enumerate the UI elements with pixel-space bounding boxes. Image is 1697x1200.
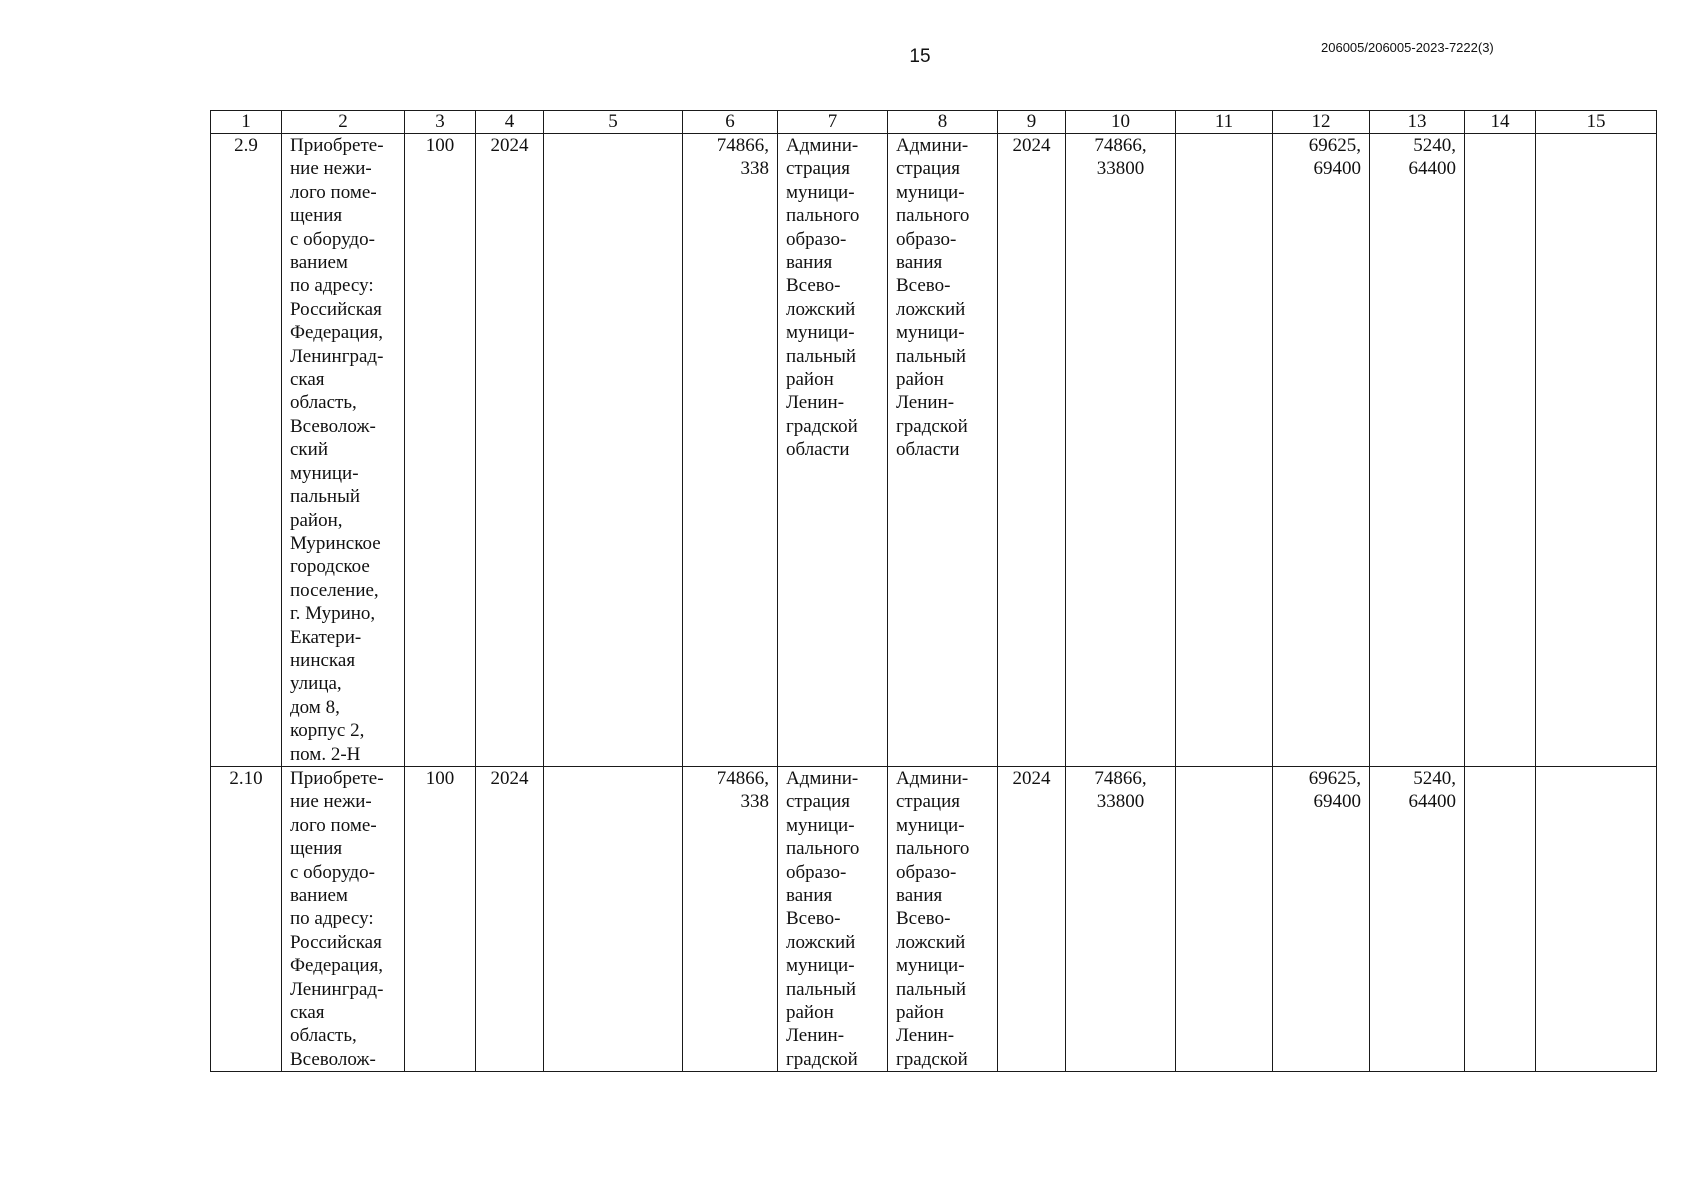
organization-cell: Админи- страция муници- пального образо- вания Всево- ложский муници- пальный район Ленин- градской (888, 766, 998, 1071)
column-header: 5 (544, 111, 683, 134)
column-number-header-row (211, 111, 1657, 134)
table-cell (1536, 766, 1657, 1071)
column-header: 12 (1273, 111, 1370, 134)
table-cell: 2024 (998, 134, 1066, 767)
table-row (211, 766, 1657, 1071)
item-description-cell: Приобрете- ние нежи- лого поме- щения с оборудо- ванием по адресу: Российская Федерация, Ленинград- ская область, Всеволож- ский муници- пальный район, Муринское городское поселение, г. Мурино, Екатери- нинская улица, дом 8, корпус 2, пом. 2-Н (282, 134, 405, 767)
column-header: 11 (1176, 111, 1273, 134)
table-cell (1465, 134, 1536, 767)
table-cell (1465, 766, 1536, 1071)
table-cell (544, 134, 683, 767)
column-header: 10 (1066, 111, 1176, 134)
table-cell: 2024 (476, 134, 544, 767)
amount-cell: 74866, 338 (683, 766, 778, 1071)
page-number: 15 (909, 46, 931, 67)
item-number-cell: 2.9 (211, 134, 282, 767)
amount-cell: 5240, 64400 (1370, 766, 1465, 1071)
document-id: 206005/206005-2023-7222(3) (1321, 40, 1494, 55)
column-header: 3 (405, 111, 476, 134)
table-cell (1176, 766, 1273, 1071)
column-header: 13 (1370, 111, 1465, 134)
column-header: 2 (282, 111, 405, 134)
amount-cell: 5240, 64400 (1370, 134, 1465, 767)
organization-cell: Админи- страция муници- пального образо- вания Всево- ложский муници- пальный район Ленин- градской области (888, 134, 998, 767)
table-cell (1176, 134, 1273, 767)
column-header: 14 (1465, 111, 1536, 134)
table-cell (1536, 134, 1657, 767)
item-description-cell: Приобрете- ние нежи- лого поме- щения с оборудо- ванием по адресу: Российская Федерация, Ленинград- ская область, Всеволож- (282, 766, 405, 1071)
table-cell: 100 (405, 134, 476, 767)
column-header: 7 (778, 111, 888, 134)
organization-cell: Админи- страция муници- пального образо- вания Всево- ложский муници- пальный район Ленин- градской области (778, 134, 888, 767)
amount-cell: 74866, 33800 (1066, 766, 1176, 1071)
table-cell: 2024 (476, 766, 544, 1071)
register-table (210, 110, 1657, 1072)
table-cell: 2024 (998, 766, 1066, 1071)
column-header: 9 (998, 111, 1066, 134)
amount-cell: 74866, 338 (683, 134, 778, 767)
column-header: 15 (1536, 111, 1657, 134)
amount-cell: 69625, 69400 (1273, 134, 1370, 767)
table-row (211, 134, 1657, 767)
amount-cell: 74866, 33800 (1066, 134, 1176, 767)
column-header: 8 (888, 111, 998, 134)
table-cell (544, 766, 683, 1071)
item-number-cell: 2.10 (211, 766, 282, 1071)
organization-cell: Админи- страция муници- пального образо- вания Всево- ложский муници- пальный район Ленин- градской (778, 766, 888, 1071)
amount-cell: 69625, 69400 (1273, 766, 1370, 1071)
column-header: 1 (211, 111, 282, 134)
column-header: 4 (476, 111, 544, 134)
column-header: 6 (683, 111, 778, 134)
table-cell: 100 (405, 766, 476, 1071)
